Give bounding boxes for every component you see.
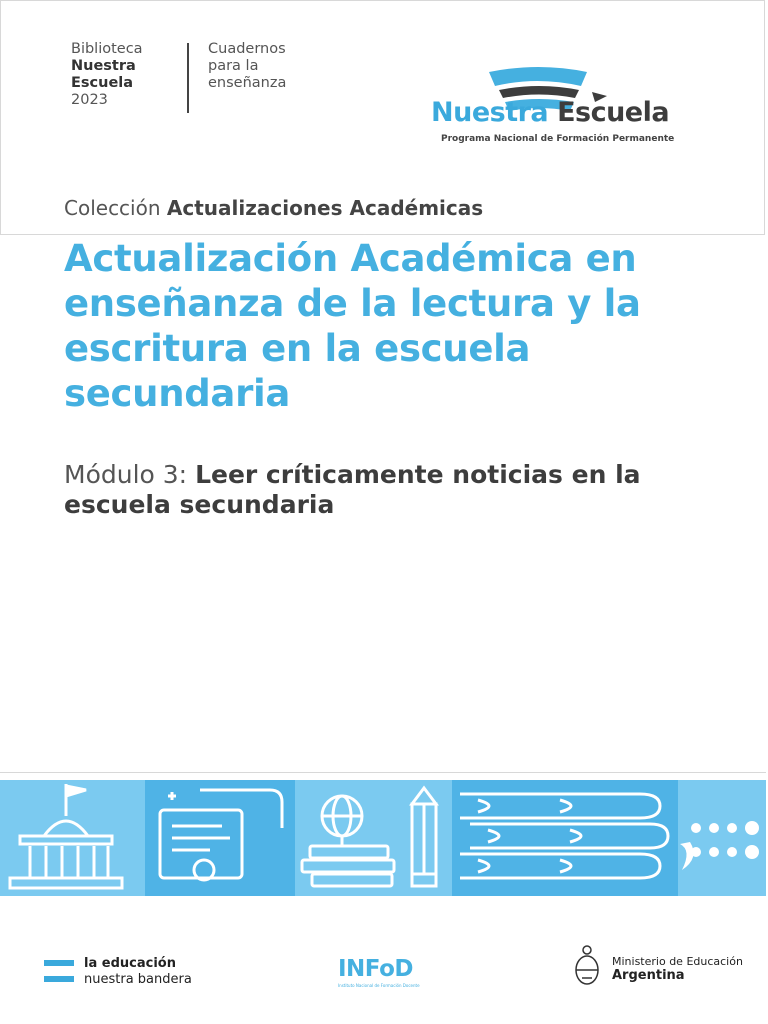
collection-prefix: Colección [64,196,161,220]
flag-stripe [44,976,74,982]
biblioteca-label [71,41,143,109]
module-text: Leer críticamente noticias en la escuela secundaria [64,460,641,519]
collection-name: Actualizaciones Académicas [166,196,484,220]
logo-word-escuela: Escuela [557,97,670,128]
divider [0,772,766,773]
header-separator [187,43,189,113]
infod-subtitle: Instituto Nacional de Formación Docente [338,983,420,988]
ledu-line1: la educación [84,956,176,971]
title-line: Actualización Académica en [64,237,637,280]
title-line: enseñanza de la lectura y la [64,282,641,325]
biblioteca-line: Escuela [71,75,134,91]
title-line: escritura en la escuela [64,327,531,370]
banner-illustration [0,780,766,896]
biblioteca-line: Biblioteca [71,41,143,57]
illustration-banner [0,780,766,896]
module-title [64,460,744,520]
ledu-line2: nuestra bandera [84,972,192,987]
nuestra-escuela-wordmark [431,97,669,128]
cuadernos-line: para la [208,58,259,74]
collection-title [64,196,483,220]
building-icon [10,784,122,888]
infod-logo: INFoD [338,956,413,982]
logo-word-nuestra: Nuestra [431,97,549,128]
ministerio-line1: Ministerio de Educación [612,955,743,968]
cuadernos-line: enseñanza [208,75,287,91]
biblioteca-line: Nuestra [71,58,136,74]
quote-icon [680,821,759,870]
module-label: Módulo 3: [64,460,188,489]
cuadernos-line: Cuadernos [208,41,286,57]
pencil-icon [412,788,436,886]
globe-icon [302,796,394,886]
page-title [64,236,744,416]
cuadernos-label [208,41,286,92]
biblioteca-year: 2023 [71,92,108,108]
flag-stripe [44,960,74,966]
coat-of-arms-icon [572,944,602,990]
ministerio-line2: Argentina [612,968,685,983]
nuestra-escuela-logo-icon [429,39,679,149]
title-line: secundaria [64,372,291,415]
logo-subtitle: Programa Nacional de Formación Permanente [441,134,675,144]
